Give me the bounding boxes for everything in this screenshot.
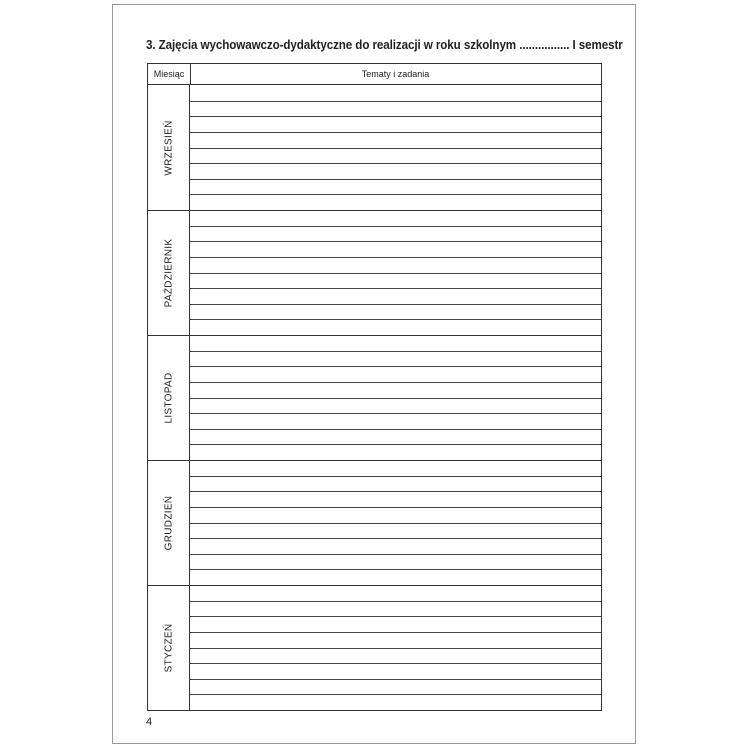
writing-line [190, 632, 601, 633]
writing-line [190, 382, 601, 383]
header-month: Miesiąc [148, 64, 191, 84]
writing-line [190, 351, 601, 352]
month-label: WRZESIEŃ [163, 119, 174, 176]
topic-rows[interactable] [190, 585, 601, 710]
month-label: GRUDZIEŃ [163, 495, 174, 550]
header-topics: Tematy i zadania [361, 69, 430, 79]
writing-line [190, 116, 601, 117]
planning-table [147, 63, 602, 711]
month-cell [148, 210, 190, 335]
writing-line [190, 507, 601, 508]
writing-line [190, 366, 601, 367]
writing-line [190, 304, 601, 305]
writing-line [190, 616, 601, 617]
month-block-january [148, 585, 601, 710]
writing-line [190, 226, 601, 227]
writing-line [190, 398, 601, 399]
writing-line [190, 679, 601, 680]
writing-line [190, 569, 601, 570]
writing-line [190, 663, 601, 664]
writing-line [190, 179, 601, 180]
writing-line [190, 554, 601, 555]
month-label: PAŹDZIERNIK [163, 238, 174, 307]
month-cell [148, 460, 190, 585]
writing-line [190, 413, 601, 414]
writing-line [190, 194, 601, 195]
writing-line [190, 444, 601, 445]
month-cell [148, 335, 190, 460]
writing-line [190, 648, 601, 649]
writing-line [190, 491, 601, 492]
month-cell [148, 585, 190, 710]
topic-rows[interactable] [190, 460, 601, 585]
writing-line [190, 257, 601, 258]
writing-line [190, 163, 601, 164]
writing-line [190, 319, 601, 320]
month-block-september [148, 85, 601, 211]
month-label: LISTOPAD [163, 372, 174, 423]
topic-rows[interactable] [190, 210, 601, 335]
month-cell [148, 85, 190, 210]
writing-line [190, 538, 601, 539]
writing-line [190, 148, 601, 149]
writing-line [190, 241, 601, 242]
page-title: 3. Zajęcia wychowawczo-dydaktyczne do realizacji w roku szkolnym ................ I semestr [146, 38, 623, 52]
page-number: 4 [146, 716, 153, 728]
writing-line [190, 476, 601, 477]
topic-rows[interactable] [190, 85, 601, 210]
month-block-october [148, 210, 601, 336]
writing-line [190, 523, 601, 524]
writing-line [190, 132, 601, 133]
month-block-december [148, 460, 601, 586]
writing-line [190, 694, 601, 695]
writing-line [190, 273, 601, 274]
writing-line [190, 101, 601, 102]
topic-rows[interactable] [190, 335, 601, 460]
writing-line [190, 288, 601, 289]
month-block-november [148, 335, 601, 461]
writing-line [190, 601, 601, 602]
writing-line [190, 429, 601, 430]
table-header [148, 64, 601, 85]
month-label: STYCZEŃ [163, 623, 174, 672]
